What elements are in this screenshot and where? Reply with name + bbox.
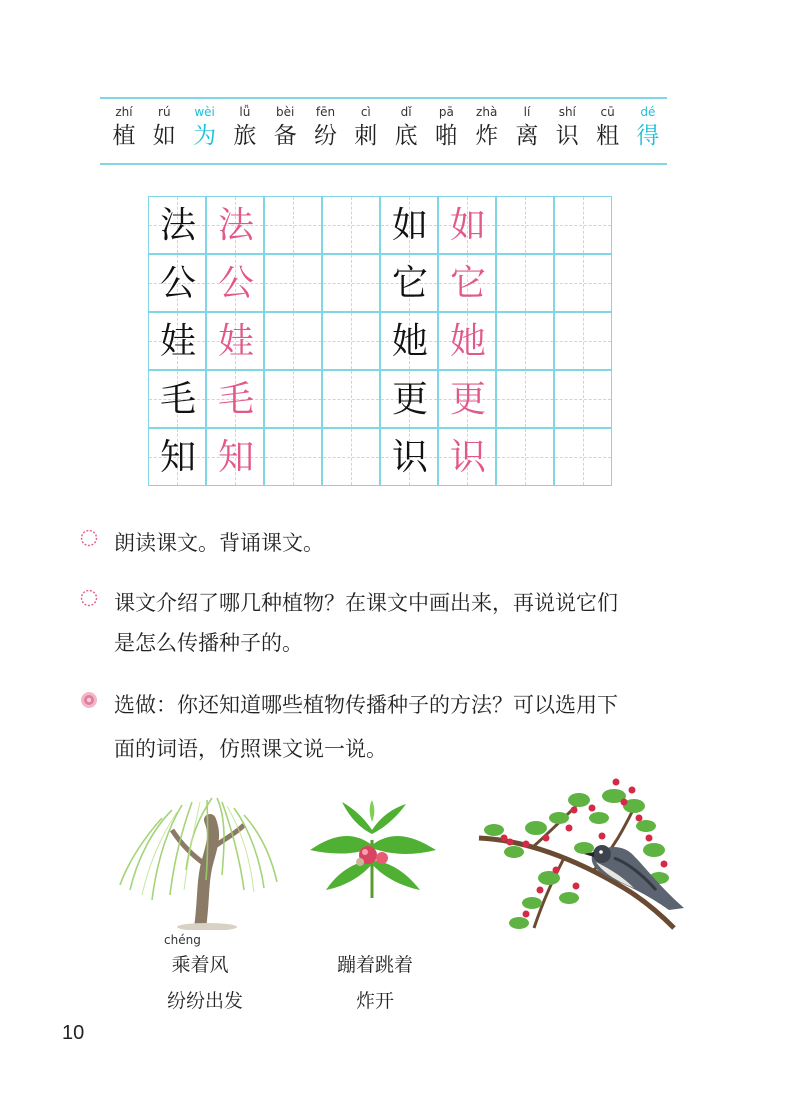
grid-cell (380, 196, 438, 254)
model-character: 它 (391, 263, 428, 304)
strip-character-9 (467, 99, 507, 151)
optional-task-bullet-icon (80, 691, 98, 709)
trace-character: 法 (217, 205, 254, 246)
grid-cell (496, 196, 554, 254)
strip-character-5 (306, 99, 346, 151)
strip-pinyin: shí (558, 105, 576, 119)
strip-pinyin: dé (640, 105, 656, 119)
grid-cell (264, 370, 322, 428)
task-text-line-2: 是怎么传播种子的。 (114, 631, 303, 655)
trace-character: 更 (449, 379, 486, 420)
grid-cell (148, 370, 206, 428)
trace-character: 她 (449, 321, 486, 362)
grid-cell (322, 312, 380, 370)
grid-cell (554, 196, 612, 254)
model-character: 识 (391, 437, 428, 478)
strip-hanzi: 离 (515, 123, 539, 149)
trace-character: 如 (449, 205, 486, 246)
strip-hanzi: 如 (152, 123, 176, 149)
strip-pinyin: pā (438, 105, 454, 119)
grid-cell (438, 428, 496, 486)
grid-cell (554, 312, 612, 370)
model-character: 法 (159, 205, 196, 246)
strip-pinyin: dǐ (400, 105, 412, 119)
bird-icon (584, 845, 684, 910)
grid-cell (148, 312, 206, 370)
balsam-caption-line-1: 蹦着跳着 (336, 954, 413, 976)
grid-cell (496, 428, 554, 486)
caption-pinyin-cheng: chéng (164, 933, 201, 947)
task-bullet-icon (80, 589, 98, 607)
bird-on-berry-branch-illustration (474, 778, 692, 943)
task-text-line-1: 课文介绍了哪几种植物？在课文中画出来，再说说它们 (114, 591, 618, 615)
grid-cell (554, 254, 612, 312)
strip-hanzi: 旅 (233, 123, 257, 149)
strip-pinyin: fēn (315, 105, 336, 119)
strip-character-8 (426, 99, 466, 151)
strip-character-11 (547, 99, 587, 151)
grid-cell (380, 312, 438, 370)
grid-cell (264, 196, 322, 254)
task-text-line-2: 面的词语，仿照课文说一说。 (114, 737, 387, 761)
model-character: 如 (391, 205, 428, 246)
model-character: 公 (159, 263, 196, 304)
strip-hanzi: 识 (555, 123, 579, 149)
grid-cell (322, 428, 380, 486)
strip-pinyin: lí (523, 105, 531, 119)
grid-cell (496, 312, 554, 370)
model-character: 更 (391, 379, 428, 420)
trace-character: 公 (217, 263, 254, 304)
grid-cell (322, 370, 380, 428)
strip-character-13 (628, 99, 668, 151)
grid-cell (380, 370, 438, 428)
strip-pinyin: cì (360, 105, 371, 119)
willow-caption-line-1: 乘着风 (171, 954, 229, 976)
model-character: 知 (159, 437, 196, 478)
strip-hanzi: 植 (112, 123, 136, 149)
trace-character: 它 (449, 263, 486, 304)
grid-cell (206, 254, 264, 312)
balsam-plant-illustration (302, 800, 442, 900)
strip-character-7 (386, 99, 426, 151)
grid-cell (496, 254, 554, 312)
strip-pinyin: rú (158, 105, 171, 119)
strip-pinyin: lǚ (239, 105, 251, 119)
strip-pinyin: zhí (115, 105, 133, 119)
strip-character-10 (507, 99, 547, 151)
strip-hanzi: 刺 (354, 123, 378, 149)
strip-character-6 (346, 99, 386, 151)
grid-cell (264, 428, 322, 486)
page-number: 10 (62, 1022, 85, 1044)
grid-cell (380, 428, 438, 486)
grid-cell (264, 312, 322, 370)
grid-cell (438, 312, 496, 370)
grid-cell (380, 254, 438, 312)
grid-cell (554, 428, 612, 486)
grid-cell (438, 370, 496, 428)
model-character: 娃 (159, 321, 196, 362)
strip-character-0 (104, 99, 144, 151)
strip-pinyin: zhà (476, 105, 498, 119)
strip-character-1 (144, 99, 184, 151)
strip-hanzi: 啪 (434, 123, 458, 149)
grid-cell (148, 428, 206, 486)
strip-character-3 (225, 99, 265, 151)
strip-pinyin: cū (600, 105, 615, 119)
strip-hanzi: 备 (273, 123, 297, 149)
willow-caption-line-2: 纷纷出发 (166, 990, 243, 1012)
grid-cell (206, 312, 264, 370)
grid-cell (322, 254, 380, 312)
trace-character: 知 (217, 437, 254, 478)
grid-cell (322, 196, 380, 254)
strip-character-2 (185, 99, 225, 151)
strip-pinyin: bèi (276, 105, 295, 119)
task-text: 朗读课文。背诵课文。 (114, 531, 324, 555)
trace-character: 毛 (217, 379, 254, 420)
strip-hanzi: 炸 (475, 123, 499, 149)
grid-cell (148, 254, 206, 312)
strip-character-4 (265, 99, 305, 151)
strip-hanzi: 底 (394, 123, 418, 149)
trace-character: 识 (449, 437, 486, 478)
strip-hanzi: 为 (193, 123, 217, 149)
model-character: 她 (391, 321, 428, 362)
grid-cell (148, 196, 206, 254)
task-text-line-1: 选做：你还知道哪些植物传播种子的方法？可以选用下 (114, 693, 618, 717)
grid-cell (438, 196, 496, 254)
task-bullet-icon (80, 529, 98, 547)
grid-cell (496, 370, 554, 428)
model-character: 毛 (159, 379, 196, 420)
strip-hanzi: 纷 (314, 123, 337, 149)
strip-pinyin: wèi (194, 105, 215, 119)
grid-cell (438, 254, 496, 312)
grid-cell (206, 196, 264, 254)
strip-hanzi: 得 (636, 123, 660, 149)
grid-cell (264, 254, 322, 312)
grid-cell (206, 370, 264, 428)
trace-character: 娃 (217, 321, 254, 362)
grid-cell (206, 428, 264, 486)
strip-hanzi: 粗 (596, 123, 620, 149)
willow-tree-illustration (112, 790, 282, 930)
new-characters-strip (100, 97, 667, 165)
grid-cell (554, 370, 612, 428)
balsam-caption-line-2: 炸开 (355, 990, 394, 1012)
strip-character-12 (588, 99, 628, 151)
